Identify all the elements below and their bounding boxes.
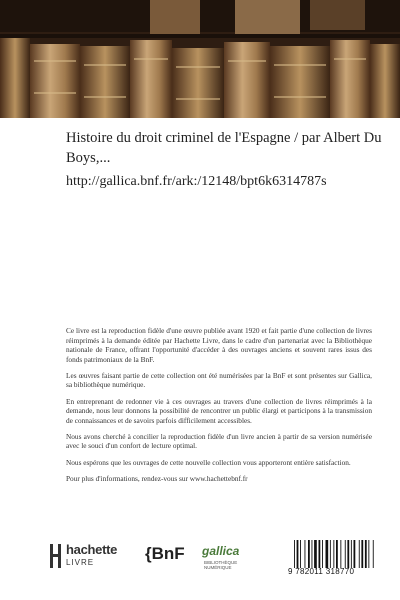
paragraph: Nous espérons que les ouvrages de cette nouvelle collection vous apporteront entière satisfaction. xyxy=(66,457,351,467)
hachette-wordmark: hachette xyxy=(66,542,118,557)
gallica-logo xyxy=(198,542,258,574)
paragraph: Pour plus d'informations, rendez-vous sur www.hachettebnf.fr xyxy=(66,473,248,483)
gallica-url[interactable]: http://gallica.bnf.fr/ark:/12148/bpt6k6314787s xyxy=(66,174,327,189)
bnf-logo: {BnF xyxy=(145,544,185,563)
gallica-subtitle: BIBLIOTHÈQUE NUMÉRIQUE xyxy=(204,560,238,570)
book-title: Histoire du droit criminel de l'Espagne / par Albert Du Boys,... xyxy=(66,130,382,166)
publisher-logos xyxy=(50,542,380,574)
paragraph: Les œuvres faisant partie de cette collection ont été numérisées par la BnF et sont présentes sur Gallica, sa bibliothèque numérique. xyxy=(66,370,372,390)
bookshelf-banner-image xyxy=(0,0,400,118)
paragraph: Nous avons cherché à concilier la reproduction fidèle d'un livre ancien à partir de sa version numérisée avec le souci d'un confort de lecture optimal. xyxy=(66,431,372,451)
paragraph: Ce livre est la reproduction fidèle d'une œuvre publiée avant 1920 et fait partie d'une collection de livres réimprimés à la demande éditée par Hachette Livre, dans le cadre d'un partenariat avec la Bibliothèque nationale de France, offrant l'opportunité d'accéder à des ouvrages anciens et souvent rares issus des fonds patrimoniaux de la BnF. xyxy=(66,326,372,364)
barcode-number: 9 782011 318770 xyxy=(288,567,355,576)
barcode-icon xyxy=(294,540,380,568)
gallica-wordmark: gallica xyxy=(202,544,240,558)
hachette-livre-logo xyxy=(50,542,130,572)
paragraph: En entreprenant de redonner vie à ces ouvrages au travers d'une collection de livres réimprimés à la demande, nous leur donnons la possibilité de rencontrer un public élargi et participons à la transmission de connaissances et de savoirs parfois difficilement accessibles. xyxy=(66,396,372,425)
hachette-mark-icon xyxy=(50,544,61,568)
isbn-barcode xyxy=(288,540,380,576)
livre-wordmark: LIVRE xyxy=(66,558,95,567)
description-text xyxy=(66,326,372,490)
